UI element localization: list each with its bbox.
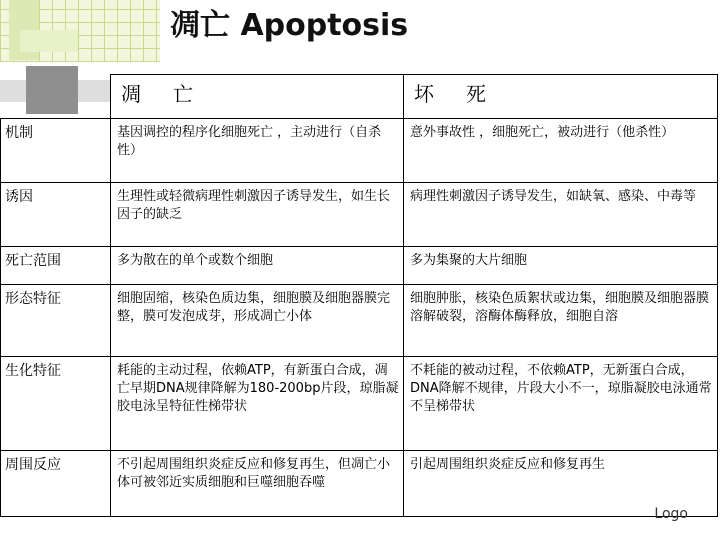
necrosis-cell: 不耗能的被动过程，不依赖ATP，无新蛋白合成，DNA降解不规律，片段大小不一，琼脂凝胶电泳通常不呈梯带状: [404, 357, 718, 451]
table-row: [1, 285, 718, 357]
table-row: [1, 357, 718, 451]
corner-grid-decoration: [0, 0, 160, 62]
table-row: [1, 183, 718, 247]
row-label: 诱因: [1, 183, 111, 247]
row-label: 死亡范围: [1, 247, 111, 285]
apoptosis-cell: 多为散在的单个或数个细胞: [111, 247, 404, 285]
necrosis-cell: 病理性刺激因子诱导发生，如缺氧、感染、中毒等: [404, 183, 718, 247]
header-apoptosis: 凋 亡: [111, 75, 404, 119]
row-label: 形态特征: [1, 285, 111, 357]
apoptosis-cell: 生理性或轻微病理性刺激因子诱导发生，如生长因子的缺乏: [111, 183, 404, 247]
header-blank-cell: [1, 75, 111, 119]
row-label: 生化特征: [1, 357, 111, 451]
necrosis-cell: 引起周围组织炎症反应和修复再生: [404, 451, 718, 517]
slide-title: 凋亡 Apoptosis: [170, 8, 409, 43]
necrosis-cell: 细胞肿胀，核染色质絮状或边集，细胞膜及细胞器膜溶解破裂，溶酶体酶释放，细胞自溶: [404, 285, 718, 357]
table-row: [1, 119, 718, 183]
necrosis-cell: 意外事故性 ，细胞死亡，被动进行（他杀性）: [404, 119, 718, 183]
apoptosis-cell: 基因调控的程序化细胞死亡 ，主动进行（自杀性）: [111, 119, 404, 183]
logo-text: Logo: [654, 506, 688, 522]
apoptosis-cell: 耗能的主动过程，依赖ATP，有新蛋白合成，凋亡早期DNA规律降解为180-200bp片段，琼脂凝胶电泳呈特征性梯带状: [111, 357, 404, 451]
apoptosis-cell: 不引起周围组织炎症反应和修复再生，但凋亡小体可被邻近实质细胞和巨噬细胞吞噬: [111, 451, 404, 517]
necrosis-cell: 多为集聚的大片细胞: [404, 247, 718, 285]
comparison-table-wrap: [0, 74, 717, 514]
comparison-table: [0, 74, 718, 517]
row-label: 机制: [1, 119, 111, 183]
table-row: [1, 451, 718, 517]
apoptosis-cell: 细胞固缩，核染色质边集，细胞膜及细胞器膜完整，膜可发泡成芽，形成凋亡小体: [111, 285, 404, 357]
table-row: [1, 247, 718, 285]
row-label: 周围反应: [1, 451, 111, 517]
header-necrosis: 坏 死: [404, 75, 718, 119]
table-header-row: [1, 75, 718, 119]
